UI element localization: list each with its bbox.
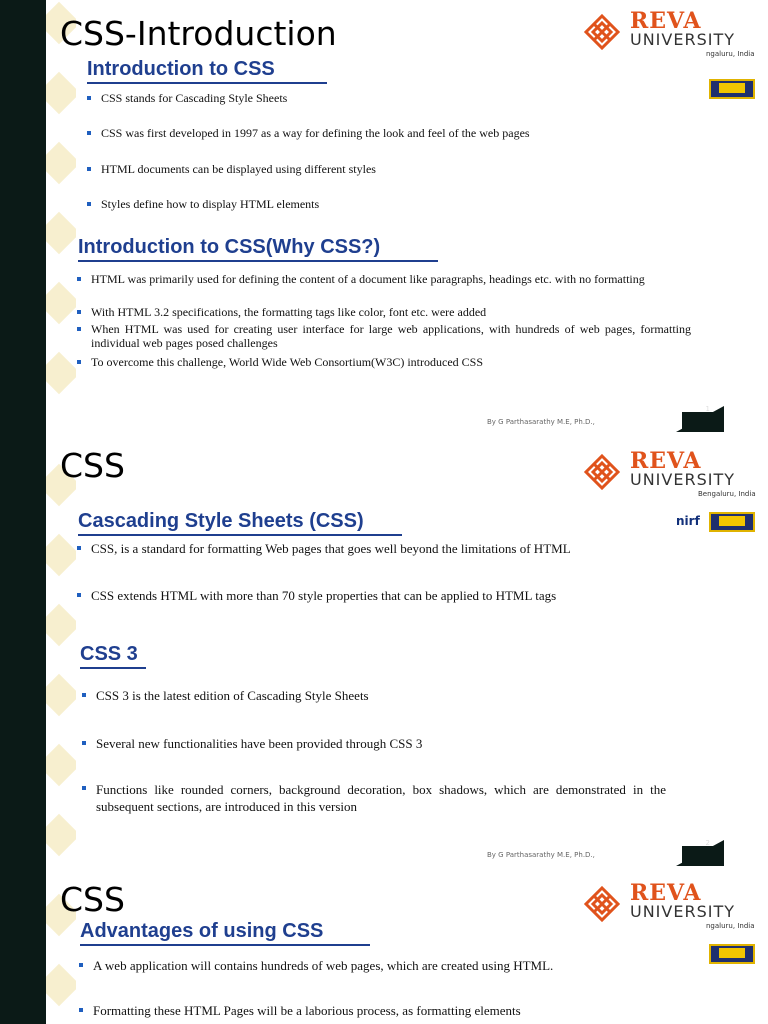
left-sidebar-strip (0, 0, 46, 1024)
section-heading: Cascading Style Sheets (CSS) (78, 510, 364, 532)
logo-location: Bengaluru, India (698, 490, 756, 498)
logo-name-line1: REVA (630, 448, 702, 474)
bullet-item: HTML documents can be displayed using different styles (101, 162, 376, 176)
diamond-decor (46, 604, 76, 646)
heading-underline (80, 944, 370, 946)
logo-location: ngaluru, India (706, 50, 755, 58)
page-number-marker (676, 406, 724, 432)
diamond-decor (46, 212, 76, 254)
slide-footer-author: By G Parthasarathy M.E, Ph.D., (487, 851, 595, 859)
bullet-item: With HTML 3.2 specifications, the formatting tags like color, font etc. were added (91, 305, 691, 319)
section-heading: Advantages of using CSS (80, 920, 324, 942)
slide-title: CSS (60, 880, 125, 919)
section-heading: Introduction to CSS (87, 58, 275, 80)
bullet-item: Styles define how to display HTML elements (101, 197, 320, 211)
bullet-item: CSS extends HTML with more than 70 style properties that can be applied to HTML tags (91, 588, 557, 603)
page-number: 1 (705, 405, 710, 413)
slide-title: CSS (60, 446, 125, 485)
naac-badge (709, 79, 755, 99)
bullet-item: HTML was primarily used for defining the content of a document like paragraphs, headings etc. with no formatting (91, 272, 691, 286)
heading-underline (80, 667, 146, 669)
bullet-item: Functions like rounded corners, background decoration, box shadows, which are demonstrated in the subsequent sections, are introduced in this version (96, 782, 666, 814)
logo-name-line2: UNIVERSITY (630, 30, 735, 49)
slide-footer-author: By G Parthasarathy M.E, Ph.D., (487, 418, 595, 426)
page-number-marker (676, 840, 724, 866)
slide-1[interactable] (46, 0, 768, 432)
decorative-diamond-strip (46, 0, 76, 1024)
reva-knot-icon (584, 886, 620, 922)
slide-title: CSS-Introduction (60, 14, 337, 53)
slide-3[interactable] (46, 878, 768, 1024)
diamond-decor (46, 142, 76, 184)
bullet-item: Several new functionalities have been provided through CSS 3 (96, 736, 423, 751)
bullet-item: CSS, is a standard for formatting Web pages that goes well beyond the limitations of HTML (91, 541, 571, 556)
logo-name-line1: REVA (630, 880, 702, 906)
logo-name-line2: UNIVERSITY (630, 902, 735, 921)
bullet-item: A web application will contains hundreds of web pages, which are created using HTML. (93, 958, 554, 973)
logo-name-line2: UNIVERSITY (630, 470, 735, 489)
bullet-item: Formatting these HTML Pages will be a laborious process, as formatting elements (93, 1003, 521, 1018)
logo-name-line1: REVA (630, 8, 702, 34)
page-number: 2 (705, 839, 710, 847)
diamond-decor (46, 814, 76, 856)
heading-underline (78, 534, 402, 536)
logo-location: ngaluru, India (706, 922, 755, 930)
section-heading: Introduction to CSS(Why CSS?) (78, 236, 381, 258)
bullet-item: CSS stands for Cascading Style Sheets (101, 91, 288, 105)
bullet-item: CSS was first developed in 1997 as a way for defining the look and feel of the web pages (101, 126, 530, 140)
diamond-decor (46, 282, 76, 324)
bullet-item: When HTML was used for creating user interface for large web applications, with hundreds of web pages, formatting individual web pages posed challenges (91, 322, 691, 350)
bullet-item: CSS 3 is the latest edition of Cascading Style Sheets (96, 688, 369, 703)
diamond-decor (46, 964, 76, 1006)
nirf-logo: nirf (676, 514, 700, 528)
diamond-decor (46, 72, 76, 114)
heading-underline (78, 260, 438, 262)
diamond-decor (46, 744, 76, 786)
naac-badge (709, 512, 755, 532)
diamond-decor (46, 352, 76, 394)
reva-knot-icon (584, 454, 620, 490)
section-heading: CSS 3 (80, 643, 138, 665)
heading-underline (87, 82, 327, 84)
slide-2[interactable] (46, 440, 768, 872)
naac-badge (709, 944, 755, 964)
diamond-decor (46, 674, 76, 716)
reva-knot-icon (584, 14, 620, 50)
diamond-decor (46, 534, 76, 576)
bullet-item: To overcome this challenge, World Wide Web Consortium(W3C) introduced CSS (91, 355, 691, 369)
